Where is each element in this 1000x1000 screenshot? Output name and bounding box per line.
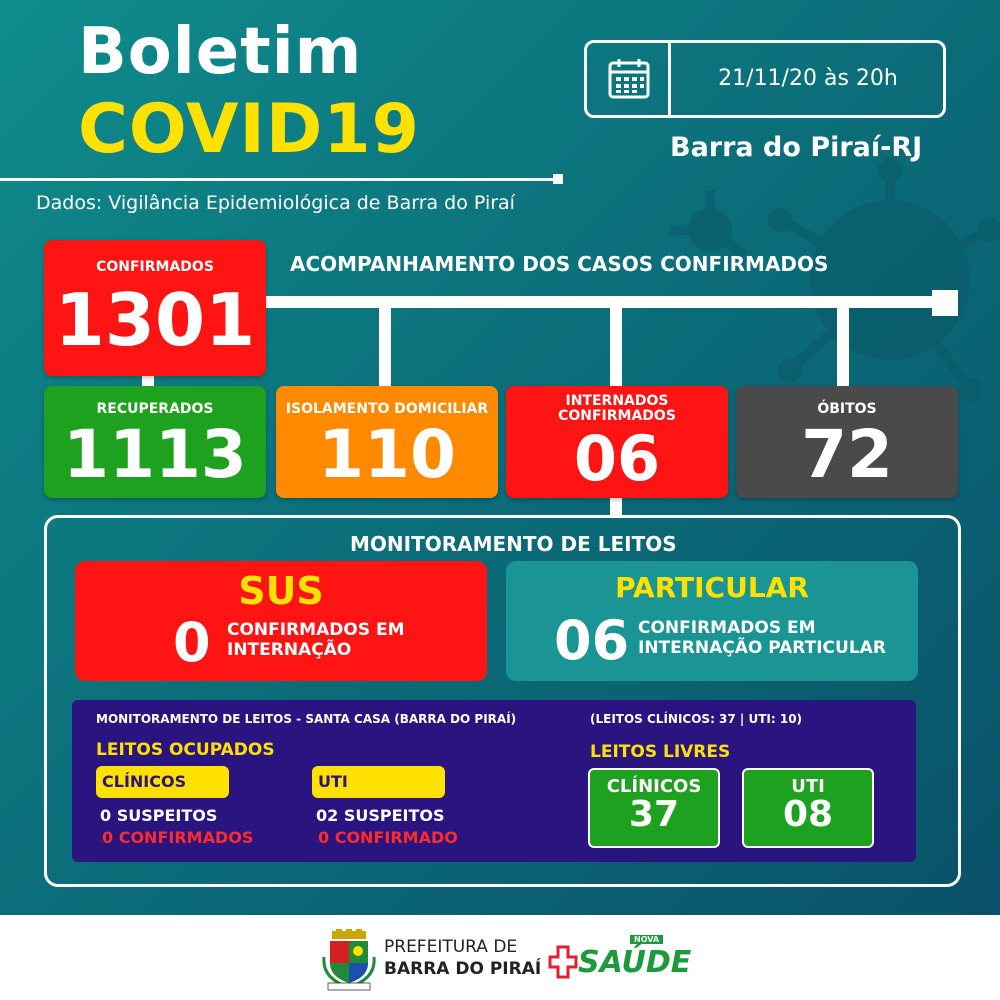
- free-beds-title: LEITOS LIVRES: [590, 742, 731, 762]
- connector-end: [932, 290, 958, 316]
- footer: [0, 915, 1000, 1000]
- calendar-icon-box: [587, 43, 671, 115]
- confirmed-value: 1301: [54, 278, 256, 362]
- private-description-1: CONFIRMADOS EM: [638, 618, 816, 638]
- saude-cross-icon: [548, 945, 578, 979]
- tracking-title: ACOMPANHAMENTO DOS CASOS CONFIRMADOS: [290, 252, 829, 276]
- title-line-2: COVID19: [78, 90, 420, 169]
- free-clinical-label: CLÍNICOS: [606, 776, 702, 797]
- saude-main-label: SAÚDE: [578, 945, 692, 980]
- private-title: PARTICULAR: [615, 571, 809, 604]
- hospitalized-value: 06: [573, 422, 661, 495]
- recovered-label: RECUPERADOS: [96, 401, 214, 417]
- connector-hospital: [610, 306, 622, 388]
- recovered-box: [44, 386, 266, 498]
- occupied-clinical-pill: [96, 766, 229, 798]
- santa-casa-capacity: (LEITOS CLÍNICOS: 37 | UTI: 10): [590, 712, 803, 726]
- private-description-2: INTERNAÇÃO PARTICULAR: [638, 637, 886, 658]
- free-icu-label: UTI: [791, 776, 825, 797]
- free-clinical-value: 37: [628, 794, 680, 835]
- confirmed-box: [44, 240, 266, 376]
- hospitalized-box: [506, 386, 728, 498]
- date-box: [584, 40, 946, 118]
- hospitalized-label-2: CONFIRMADOS: [558, 408, 676, 424]
- recovered-value: 1113: [63, 416, 247, 493]
- sus-box: [75, 561, 487, 681]
- deaths-label: ÓBITOS: [817, 401, 877, 417]
- icu-confirmed: 0 CONFIRMADO: [318, 828, 458, 847]
- saude-small-label: NOVA: [630, 935, 663, 944]
- hospitalized-label-1: INTERNADOS: [565, 393, 669, 409]
- prefecture-line-1: PREFEITURA DE: [384, 937, 518, 957]
- occupied-icu-label: UTI: [318, 772, 348, 791]
- private-box: [506, 561, 918, 681]
- isolation-value: 110: [318, 416, 456, 493]
- isolation-box: [276, 386, 498, 498]
- sus-title: SUS: [238, 569, 324, 613]
- bulletin-date: 21/11/20 às 20h: [718, 66, 898, 91]
- deaths-box: [736, 386, 958, 498]
- occupied-beds-title: LEITOS OCUPADOS: [96, 740, 275, 760]
- connector-deaths: [837, 306, 849, 388]
- deaths-value: 72: [801, 416, 893, 493]
- coat-of-arms-icon: [322, 929, 376, 991]
- title-divider-end: [553, 174, 563, 184]
- confirmed-label: CONFIRMADOS: [96, 259, 214, 275]
- santa-casa-panel: [72, 700, 916, 862]
- connector-isolation: [379, 306, 391, 388]
- data-source: Dados: Vigilância Epidemiológica de Barra do Piraí: [36, 192, 515, 214]
- city-name: Barra do Piraí-RJ: [670, 132, 923, 163]
- calendar-icon: [607, 57, 651, 101]
- santa-casa-title: MONITORAMENTO DE LEITOS - SANTA CASA (BARRA DO PIRAÍ): [96, 712, 517, 726]
- beds-monitor-title: MONITORAMENTO DE LEITOS: [350, 532, 677, 556]
- title-divider: [0, 178, 555, 181]
- sus-value: 0: [173, 611, 211, 674]
- private-description: [638, 619, 886, 658]
- prefecture-line-2: BARRA DO PIRAÍ: [384, 959, 542, 979]
- isolation-label: ISOLAMENTO DOMICILIAR: [285, 401, 489, 417]
- private-value: 06: [554, 609, 630, 672]
- occupied-clinical-label: CLÍNICOS: [102, 772, 187, 791]
- sus-description-1: CONFIRMADOS EM: [227, 620, 405, 640]
- icu-suspects: 02 SUSPEITOS: [316, 806, 445, 825]
- free-icu-value: 08: [782, 794, 834, 835]
- occupied-icu-pill: [312, 766, 445, 798]
- sus-description: [227, 621, 405, 660]
- clinical-suspects: 0 SUSPEITOS: [100, 806, 218, 825]
- free-clinical-box: [588, 768, 720, 848]
- title-line-1: Boletim: [78, 15, 363, 89]
- saude-logo: [548, 933, 692, 983]
- sus-description-2: INTERNAÇÃO: [227, 639, 352, 660]
- clinical-confirmed: 0 CONFIRMADOS: [102, 828, 254, 847]
- free-icu-box: [742, 768, 874, 848]
